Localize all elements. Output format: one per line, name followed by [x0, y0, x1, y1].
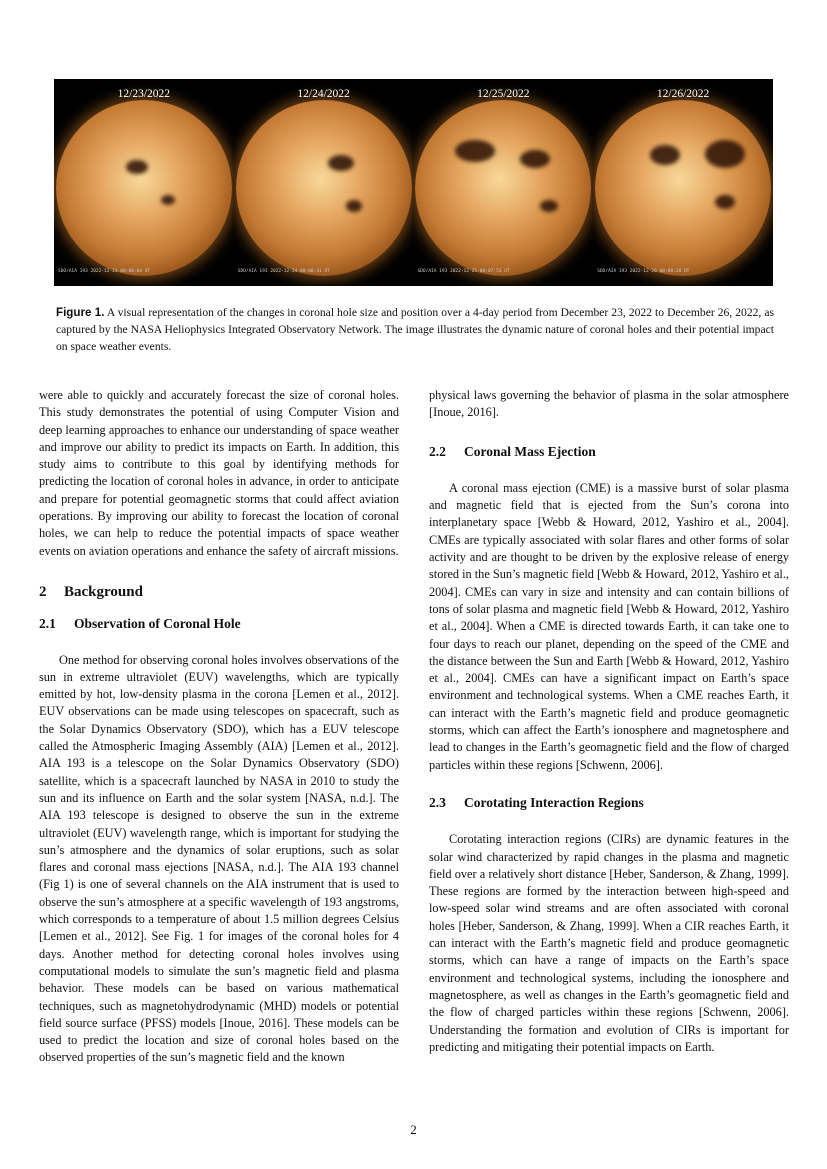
cme-title: Coronal Mass Ejection [464, 443, 596, 459]
panel-date: 12/25/2022 [477, 88, 530, 100]
page-number: 2 [410, 1122, 417, 1137]
panel-date: 12/26/2022 [656, 88, 710, 100]
figure-1-image-strip [54, 79, 773, 286]
sun-image [236, 100, 412, 276]
panel-timestamp: SDO/AIA 193 2022-12-24 00:00:41 UT [237, 269, 330, 274]
panel-timestamp: SDO/AIA 193 2022-12-26 00:08:28 UT [597, 269, 690, 274]
figure-caption [56, 304, 774, 355]
intro-paragraph: were able to quickly and accurately forecast the size of coronal holes. This study demonstrates the potential of using Computer Vision and deep learning approaches to enhance our understanding of space weather and improve our ability to predict its impacts on Earth. In addition, this study aims to contribute to this goal by identifying methods for predicting the location of coronal holes in advance, in order to anticipate and prepare for potential geomagnetic storms that could affect aviation operations. By improving our ability to forecast the location of coronal holes, we can help to reduce the potential impacts of space weather events on aviation operations and enhance the safety of aircraft missions. [39, 388, 399, 558]
sun-image [415, 100, 591, 276]
section-heading [39, 584, 399, 601]
sun-panel-2 [234, 79, 414, 286]
sun-image [56, 100, 232, 276]
section-number: 2 [39, 583, 47, 600]
cme-paragraph: A coronal mass ejection (CME) is a massive burst of solar plasma and magnetic field that is ejected from the Sun’s corona into interplanetary space [Webb & Howard, 2012, Yashiro et al., 2004]. CMEs are typically associated with solar flares and other forms of solar activity and are thought to be driven by the explosive release of energy stored in the Sun’s magnetic field [Webb & Howard, 2012, Yashiro et al., 2004]. CMEs can vary in size and intensity and can contain billions of tons of solar plasma and magnetic field [Webb & Howard, 2012, Yashiro et al., 2004]. When a CME is directed towards Earth, it can take one to four days to reach our planet, depending on the speed of the CME and the distance between the Sun and Earth [Webb & Howard, 2012, Yashiro et al., 2004]. CMEs can have a significant impact on Earth’s space environment and technological systems. When a CME reaches Earth, it can interact with the Earth’s magnetic field and produce geomagnetic storms, which can affect the Earth’s ionosphere and magnetosphere and lead to changes in the Earth’s geomagnetic field and the flow of charged particles within these regions [Schwenn, 2006]. [429, 480, 790, 772]
caption-text: A visual representation of the changes in coronal hole size and position over a 4-day period from December 23, 2022 to December 26, 2022, as captured by the NASA Heliophysics Integrated Observatory Network. The image illustrates the dynamic nature of coronal holes and their potential impact on space weather events. [56, 306, 774, 353]
left-column [39, 387, 399, 1067]
caption-label: Figure 1. [56, 306, 105, 319]
cir-heading [429, 794, 789, 811]
subsection-paragraph: One method for observing coronal holes involves observations of the sun in extreme ultraviolet (EUV) wavelengths, which are typically emitted by hot, low-density plasma in the corona [Lemen et al., 2012]. EUV observations can be made using telescopes on spacecraft, such as the Solar Dynamics Observatory (SDO), which has a EUV telescope called the Atmospheric Imaging Assembly (AIA) [Lemen et al., 2012]. AIA 193 is a telescope on the Solar Dynamics Observatory (SDO) satellite, which is a spacecraft launched by NASA in 2010 to study the sun and its influence on Earth and the solar system [NASA, n.d.]. The AIA 193 telescope is designed to observe the sun in the extreme ultraviolet (EUV) wavelength range, which is important for studying the sun’s atmosphere and the dynamics of solar eruptions, such as solar flares and coronal mass ejections [NASA, n.d.]. The AIA 193 channel (Fig 1) is one of several channels on the AIA instrument that is used to observe the sun’s atmosphere at a specific wavelength of 193 angstroms, which corresponds to a temperature of about 1.5 million degrees Celsius [Lemen et al., 2012]. See Fig. 1 for images of the coronal holes for 4 days. Another method for detecting coronal holes involves using computational models to simulate the sun’s magnetic field and plasma behavior. These models can be based on various mathematical techniques, such as magnetohydrodynamic (MHD) models or potential field source surface (PFSS) models [Inoue, 2016]. These models can be used to predict the location and size of coronal holes based on the observed properties of the sun’s magnetic field and the known [39, 652, 399, 1065]
continuation-paragraph: physical laws governing the behavior of plasma in the solar atmosphere [Inoue, 2016]. [429, 388, 789, 420]
cir-number: 2.3 [429, 794, 446, 810]
cme-heading [429, 443, 789, 460]
subsection-number: 2.1 [39, 616, 56, 632]
sun-panel-1 [54, 79, 234, 286]
sun-panel-3 [414, 79, 594, 286]
section-title: Background [64, 583, 143, 600]
panel-date: 12/23/2022 [117, 88, 171, 100]
panel-timestamp: SDO/AIA 193 2022-12-25 00:07:53 UT [417, 269, 510, 274]
subsection-heading [39, 615, 399, 632]
cme-number: 2.2 [429, 443, 446, 459]
panel-date: 12/24/2022 [297, 88, 350, 100]
panel-timestamp: SDO/AIA 193 2022-12-23 00:00:04 UT [58, 269, 151, 274]
sun-image [595, 100, 771, 276]
right-column [429, 387, 789, 1056]
cir-paragraph: Corotating interaction regions (CIRs) are dynamic features in the solar wind characterized by rapid changes in the plasma and magnetic field over a relatively short distance [Heber, Sanderson, & Zhang, 1999]. These regions are formed by the interaction between high-speed and low-speed solar wind streams and are often associated with coronal holes [Heber, Sanderson, & Zhang, 1999]. When a CIR reaches Earth, it can interact with the Earth’s magnetic field and produce geomagnetic storms, which can have a range of impacts on the Earth’s space environment and technological systems, including the ionosphere and magnetosphere, as well as changes in the Earth’s geomagnetic field and the flow of charged particles within these regions [Schwenn, 2006]. Understanding the formation and evolution of CIRs is important for predicting and mitigating their potential impacts on Earth. [429, 832, 789, 1054]
sun-panel-4 [593, 79, 773, 286]
cir-title: Corotating Interaction Regions [464, 794, 644, 810]
subsection-title: Observation of Coronal Hole [74, 616, 241, 632]
